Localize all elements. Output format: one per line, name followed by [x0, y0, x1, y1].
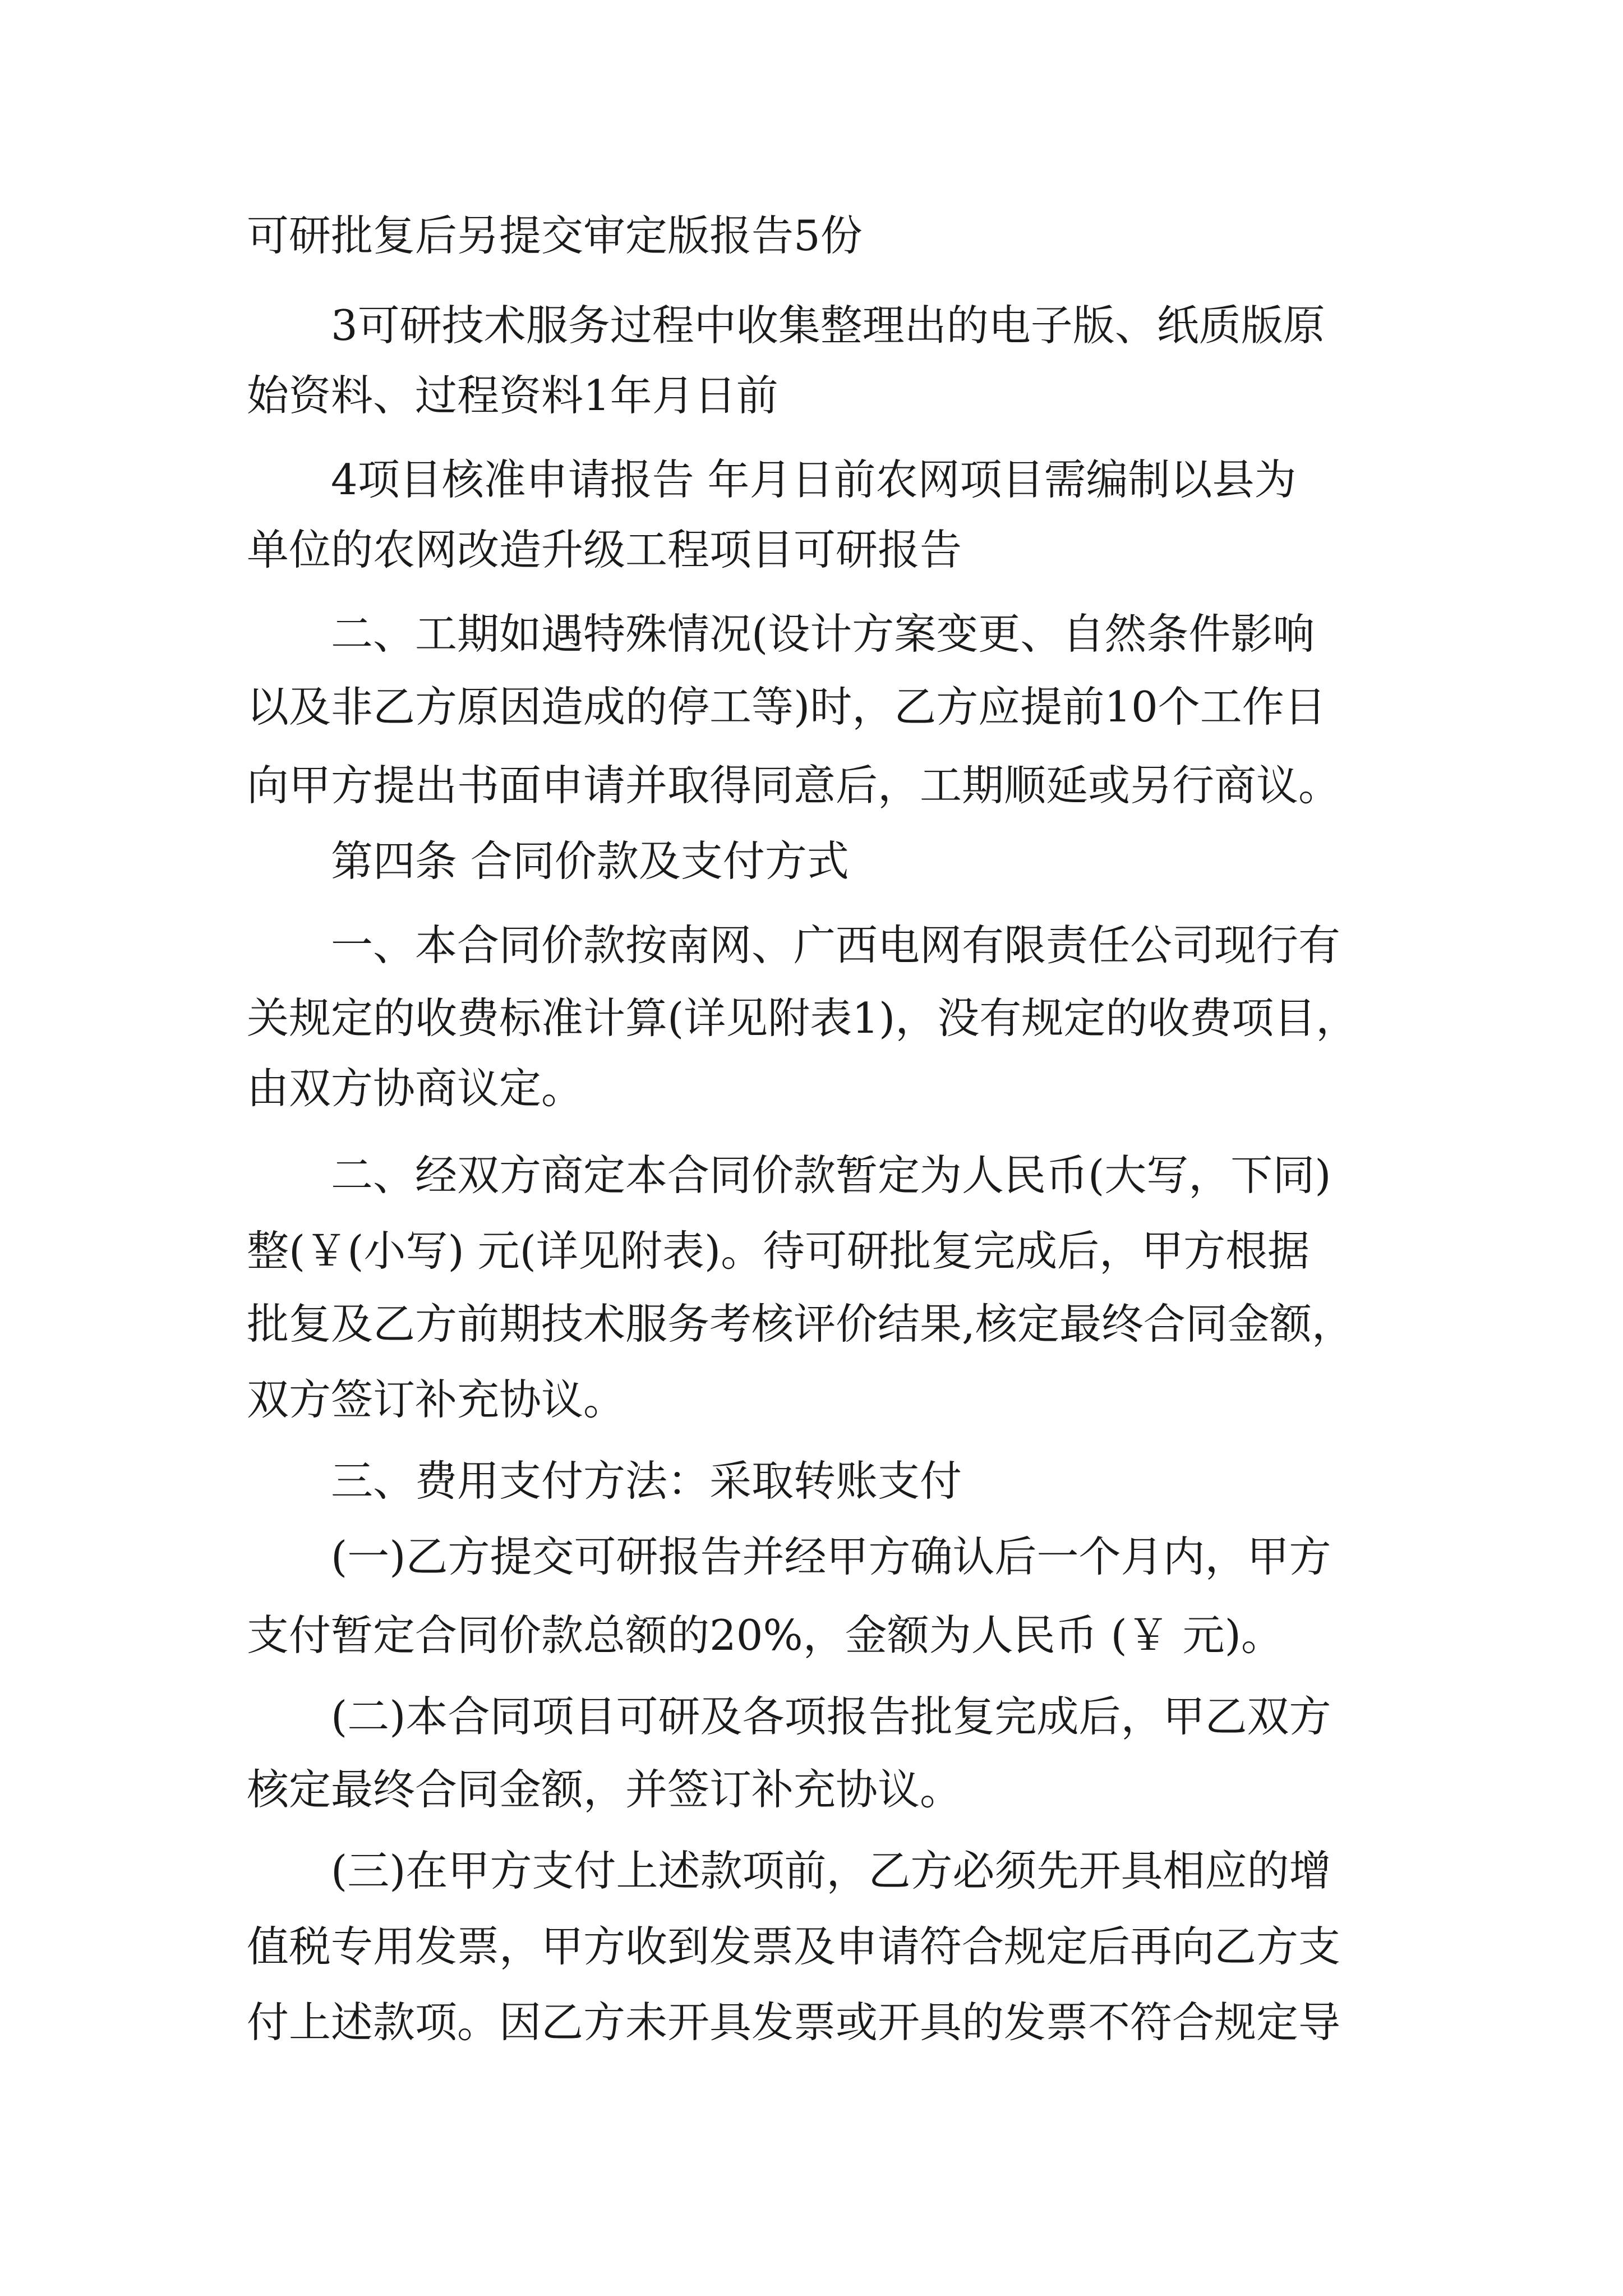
text-line: 由双方协商议定。: [247, 1064, 584, 1113]
text-line: 批复及乙方前期技术服务考核评价结果,核定最终合同金额，: [247, 1299, 1354, 1349]
text-line: 以及非乙方原因造成的停工等)时，乙方应提前10个工作日: [247, 682, 1326, 731]
text-line: (一)乙方提交可研报告并经甲方确认后一个月内，甲方: [331, 1532, 1331, 1581]
text-line: (三)在甲方支付上述款项前，乙方必须先开具相应的增: [331, 1846, 1331, 1895]
text-line: 向甲方提出书面申请并取得同意后，工期顺延或另行商议。: [247, 761, 1341, 810]
text-line: 支付暂定合同价款总额的20%，金额为人民币 (￥ 元)。: [247, 1611, 1283, 1660]
text-line: 三、费用支付方法：采取转账支付: [331, 1456, 962, 1506]
text-line: 单位的农网改造升级工程项目可研报告: [247, 525, 962, 574]
text-line: 一、本合同价款按南网、广西电网有限责任公司现行有: [331, 921, 1341, 970]
text-line: 可研批复后另提交审定版报告5份: [247, 211, 863, 260]
text-line: 4项目核准申请报告 年月日前农网项目需编制以县为: [331, 455, 1297, 504]
section-heading: 第四条 合同价款及支付方式: [331, 836, 849, 886]
text-line: 二、经双方商定本合同价款暂定为人民币(大写，下同): [331, 1151, 1331, 1200]
text-line: 双方签订补充协议。: [247, 1375, 626, 1424]
text-line: 始资料、过程资料1年月日前: [247, 371, 778, 420]
text-line: 关规定的收费标准计算(详见附表1)，没有规定的收费项目，: [247, 993, 1358, 1043]
text-line: 付上述款项。因乙方未开具发票或开具的发票不符合规定导: [247, 1998, 1341, 2047]
text-line: (二)本合同项目可研及各项报告批复完成后，甲乙双方: [331, 1692, 1331, 1741]
text-line: 二、工期如遇特殊情况(设计方案变更、自然条件影响: [331, 609, 1315, 659]
text-line: 整(￥(小写) 元(详见附表)。待可研批复完成后，甲方根据: [247, 1226, 1310, 1276]
text-line: 核定最终合同金额，并签订补充协议。: [247, 1765, 962, 1814]
text-line: 值税专用发票，甲方收到发票及申请符合规定后再向乙方支: [247, 1922, 1341, 1971]
text-line: 3可研技术服务过程中收集整理出的电子版、纸质版原: [331, 301, 1325, 350]
